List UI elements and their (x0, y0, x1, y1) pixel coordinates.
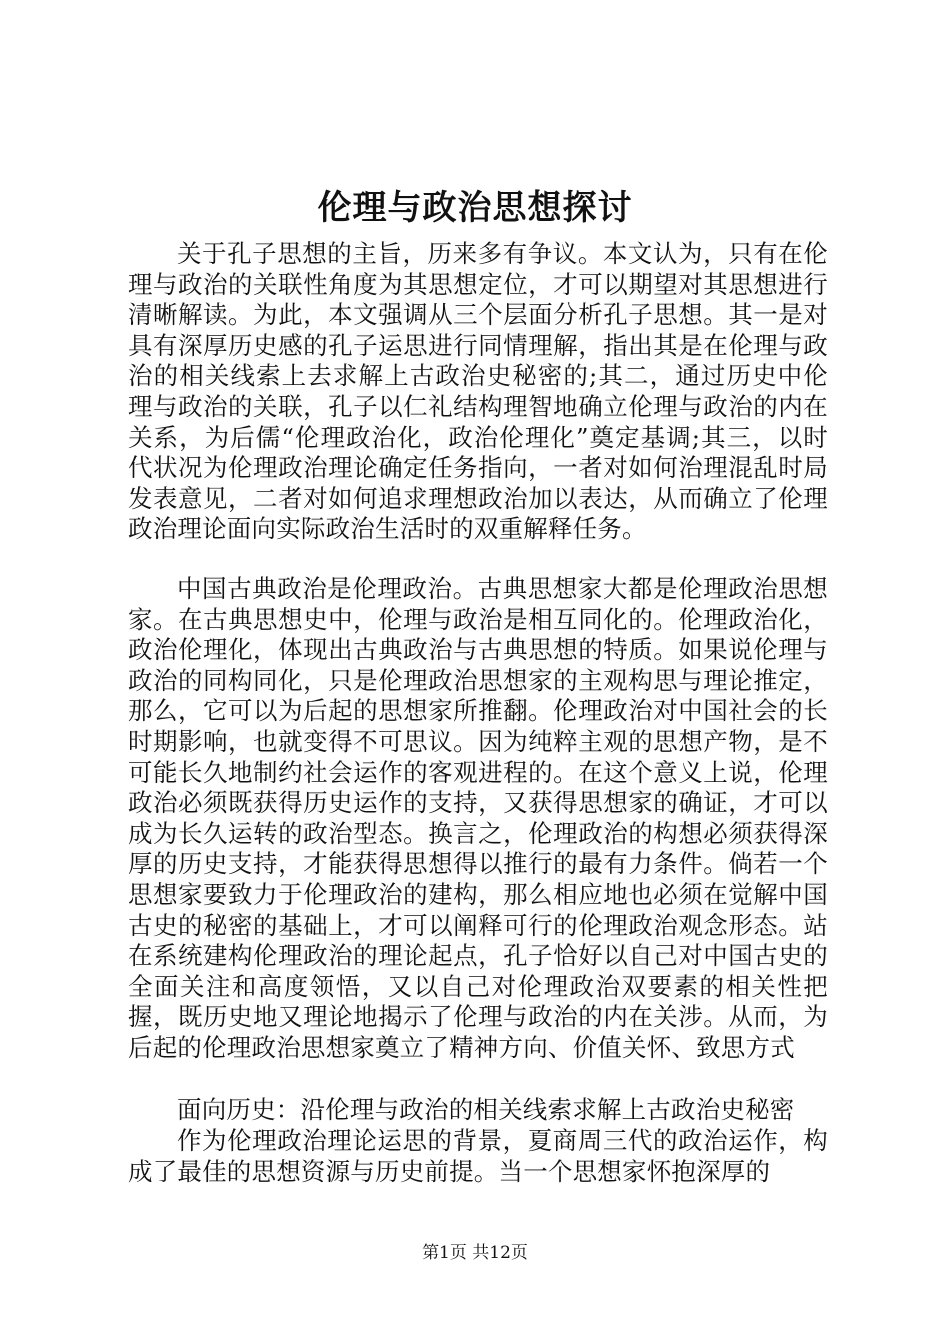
paragraph-body: 中国古典政治是伦理政治。古典思想家大都是伦理政治思想家。在古典思想史中，伦理与政治是相互同化的。伦理政治化，政治伦理化，体现出古典政治与古典思想的特质。如果说伦理与政治的同构同化，只是伦理政治思想家的主观构思与理论推定，那么，它可以为后起的思想家所推翻。伦理政治对中国社会的长时期影响，也就变得不可思议。因为纯粹主观的思想产物，是不可能长久地制约社会运作的客观进程的。在这个意义上说，伦理政治必须既获得历史运作的支持，又获得思想家的确证，才可以成为长久运转的政治型态。换言之，伦理政治的构想必须获得深厚的历史支持，才能获得思想得以推行的最有力条件。倘若一个思想家要致力于伦理政治的建构，那么相应地也必须在觉解中国古史的秘密的基础上，才可以阐释可行的伦理政治观念形态。站在系统建构伦理政治的理论起点，孔子恰好以自己对中国古史的全面关注和高度领悟，又以自己对伦理政治双要素的相关性把握，既历史地又理论地揭示了伦理与政治的内在关涉。从而，为后起的伦理政治思想家奠立了精神方向、价值关怀、致思方式 (128, 574, 828, 1062)
paragraph-body: 作为伦理政治理论运思的背景，夏商周三代的政治运作，构成了最佳的思想资源与历史前提。当一个思想家怀抱深厚的 (128, 1126, 828, 1186)
document-title: 伦理与政治思想探讨 (317, 188, 633, 228)
page-number-footer: 第1页 共12页 (422, 1243, 528, 1263)
section-heading: 面向历史：沿伦理与政治的相关线索求解上古政治史秘密 (177, 1095, 795, 1124)
paragraph-abstract: 关于孔子思想的主旨，历来多有争议。本文认为，只有在伦理与政治的关联性角度为其思想定位，才可以期望对其思想进行清晰解读。为此，本文强调从三个层面分析孔子思想。其一是对具有深厚历史感的孔子运思进行同情理解，指出其是在伦理与政治的相关线索上去求解上古政治史秘密的;其二，通过历史中伦理与政治的关联，孔子以仁礼结构理智地确立伦理与政治的内在关系，为后儒“伦理政治化，政治伦理化”奠定基调;其三，以时代状况为伦理政治理论确定任务指向，一者对如何治理混乱时局发表意见，二者对如何追求理想政治加以表达，从而确立了伦理政治理论面向实际政治生活时的双重解释任务。 (128, 239, 828, 544)
